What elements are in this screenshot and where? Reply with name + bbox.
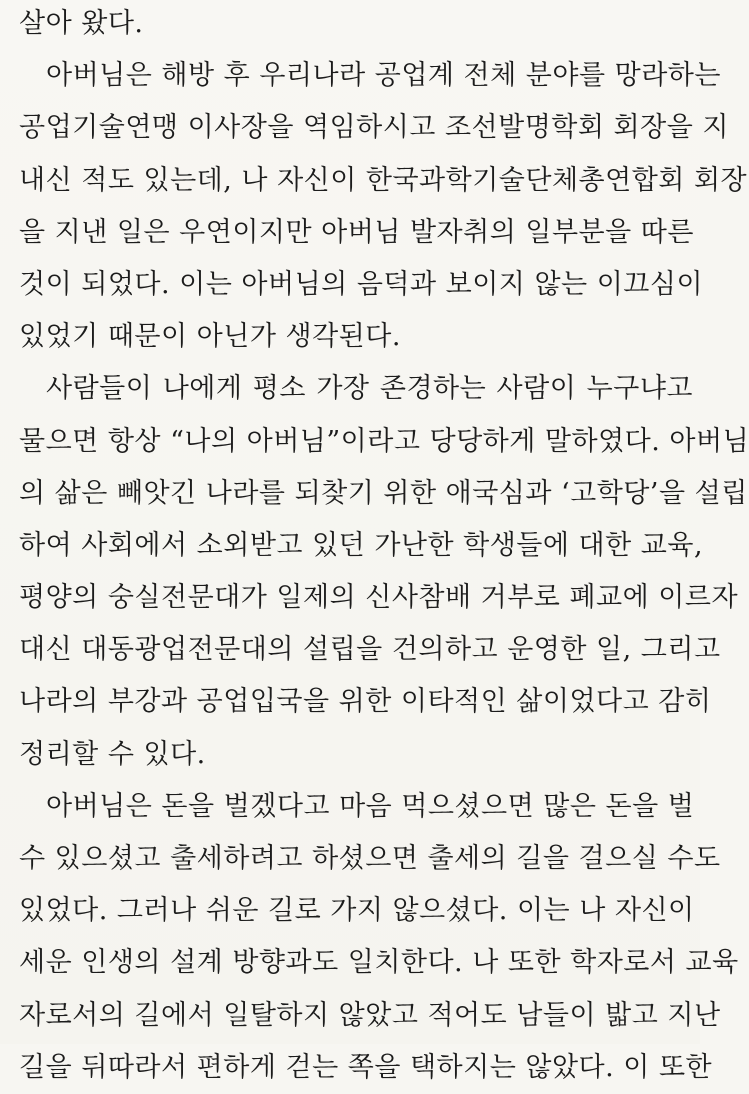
text-line: 길을 뒤따라서 편하게 걷는 쪽을 택하지는 않았다. 이 또한	[19, 1051, 713, 1083]
text-line: 아버님은 해방 후 우리나라 공업계 전체 분야를 망라하는	[46, 60, 721, 92]
text-line: 정리할 수 있다.	[19, 738, 206, 770]
text-line: 있었기 때문이 아닌가 생각된다.	[19, 321, 401, 353]
body-text	[19, 0, 749, 1094]
text-line: 공업기술연맹 이사장을 역임하시고 조선발명학회 회장을 지	[19, 112, 729, 144]
text-line: 하여 사회에서 소외받고 있던 가난한 학생들에 대한 교육,	[19, 529, 704, 561]
text-line: 수 있으셨고 출세하려고 하셨으면 출세의 길을 걸으실 수도	[19, 843, 721, 874]
text-line: 사람들이 나에게 평소 가장 존경하는 사람이 누구냐고	[46, 373, 693, 405]
text-line: 평양의 숭실전문대가 일제의 신사참배 거부로 폐교에 이르자	[19, 582, 739, 614]
text-line: 세운 인생의 설계 방향과도 일치한다. 나 또한 학자로서 교육	[19, 947, 739, 979]
text-line: 것이 되었다. 이는 아버님의 음덕과 보이지 않는 이끄심이	[19, 268, 704, 300]
text-line: 나라의 부강과 공업입국을 위한 이타적인 삶이었다고 감히	[19, 686, 712, 718]
text-line: 대신 대동광업전문대의 설립을 건의하고 운영한 일, 그리고	[19, 634, 721, 666]
text-line: 을 지낸 일은 우연이지만 아버님 발자취의 일부분을 따른	[19, 216, 694, 248]
text-line: 내신 적도 있는데, 나 자신이 한국과학기술단체총연합회 회장	[19, 164, 748, 196]
text-line: 물으면 항상 “나의 아버님”이라고 당당하게 말하였다. 아버님	[19, 425, 749, 457]
text-line: 자로서의 길에서 일탈하지 않았고 적어도 남들이 밟고 지난	[19, 999, 721, 1031]
text-line: 살아 왔다.	[19, 8, 144, 39]
text-line: 있었다. 그러나 쉬운 길로 가지 않으셨다. 이는 나 자신이	[19, 895, 695, 927]
text-line: 의 삶은 빼앗긴 나라를 되찾기 위한 애국심과 ‘고학당’을 설립	[19, 477, 748, 509]
text-line: 아버님은 돈을 벌겠다고 마음 먹으셨으면 많은 돈을 벌	[46, 790, 695, 822]
